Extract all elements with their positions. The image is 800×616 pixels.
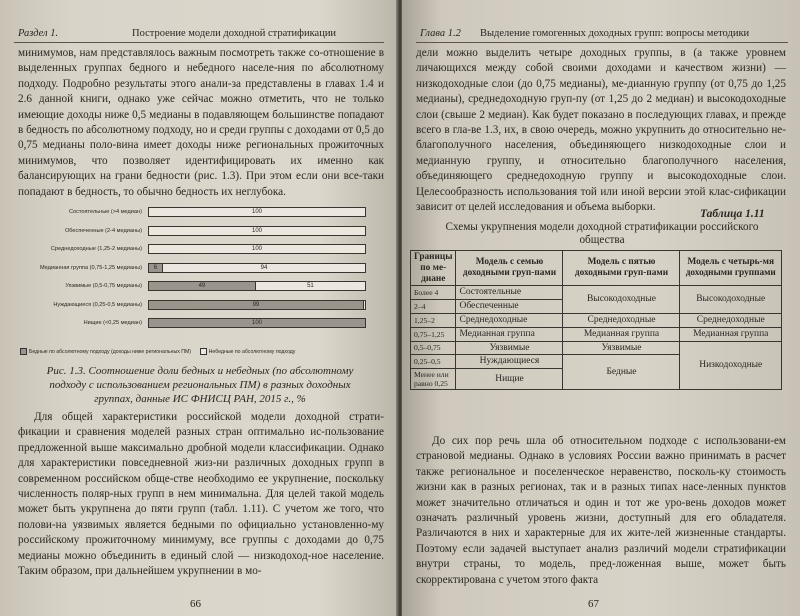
chart-bar	[148, 226, 366, 236]
right-paragraph-1-text: дели можно выделить четыре доходных группы, в (а также уровнем личающихся между собой своими доходами и качеством жизни) — низкодоходные слои (до 0,75 медианы), ме-дианную группу (от 0,75 до 1,25 медианы), среднедоходную груп-пу (от 1,25 до 2 медиан) и высокодоходные слои (свыше 2 медиан). Как будет показано в последующих главах, и прежде всего в гла-ве 1.3, их, в свою очередь, можно укрупнить до относительно не-благополучного населения, объединяющего низкодоходные слои и медианную группу, и относительно благополучного населения, объединяющего среднедоходную группу и высокодоходные слои. Целесообразность использования той или иной версии этой клас-сификации зависит от целей исследования и объема выборки.	[416, 47, 786, 214]
chart-row	[16, 299, 384, 311]
table-cell-bound: 2–4	[411, 300, 456, 314]
chart-legend	[20, 348, 295, 355]
chart-category-label: Медианная группа (0,75-1,25 медианы)	[39, 264, 142, 271]
chart-bar-segment-poor: 100	[149, 319, 365, 327]
table-cell-seven: Уязвимые	[456, 341, 563, 355]
page-number-right: 67	[588, 598, 599, 610]
table-cell-five: Бедные	[563, 355, 680, 390]
table-cell-bound: 0,75–1,25	[411, 327, 456, 341]
table-header-bounds: Границы по ме-диане	[411, 251, 456, 286]
table-cell-bound: 1,25–2	[411, 313, 456, 327]
running-head-chapter: Глава 1.2	[420, 28, 461, 39]
chart-bar	[148, 244, 366, 254]
table-header-four: Модель с четырь-мя доходными группами	[680, 251, 782, 286]
right-paragraph-2-text: До сих пор речь шла об относительном подходе с использовани-ем страновой медианы. Однако в условиях России важно принимать в расчет также региональное и поселенческое неравенство, посколь-ку стоимость жизни как в разных регионах, так и в разных типах насе-ленных пунктов может значительно отличаться и один и тот же уро-вень доходов может означать различный уровень жизни, доступный для его обладателя. Различаются в них и характерные для их жите-лей жизненные стандарты. Поэтому если задачей выступает анализ различий модели стратификации внутри страны, то модель, пред-ложенная выше, может быть скорректирована с учетом этого факта	[416, 435, 786, 586]
chart-row	[16, 262, 384, 274]
table-header-row	[411, 251, 782, 286]
right-paragraph-1	[416, 46, 786, 215]
table-title: Таблица 1.11	[700, 208, 765, 220]
table-header-five: Модель с пятью доходными груп-пами	[563, 251, 680, 286]
table-cell-five: Уязвимые	[563, 341, 680, 355]
chart-bar-segment-poor: 99	[149, 301, 363, 309]
chart-bar	[148, 207, 366, 217]
chart-bar	[148, 318, 366, 328]
left-paragraph-2-text: Для общей характеристики российской модели доходной страти-фикации и сравнения моделей разных стран оптимально ис-пользование предложенной выше максимально дробной модели классификации. Однако для характеристики повседневной жиз-ни различных доходных групп в современном российском обще-стве необходимо ее укрупнение, поскольку численность поляр-ных групп в нем минимальна. Для целей такой модель может быть укрупнена до пяти групп (табл. 1.11). С учетом же того, что полови-на уязвимых является бедными по официально установленно-му российскому прожиточному минимуму, все группы с доходами до 0,75 медианы можно объединить в единый слой — низкодоход-ное население. Таким образом, при дальнейшем укрупнении в мо-	[18, 411, 384, 578]
table-row	[411, 313, 782, 327]
table-cell-five: Высокодоходные	[563, 286, 680, 314]
chart-category-label: Обеспеченные (2-4 медианы)	[64, 227, 142, 234]
table-cell-seven: Медианная группа	[456, 327, 563, 341]
table-row	[411, 327, 782, 341]
chart-bar-segment-nonpoor: 51	[255, 282, 365, 290]
table-heading: Схемы укрупнения модели доходной стратификации российского общества	[445, 221, 759, 246]
running-head-section: Раздел 1.	[18, 28, 59, 39]
legend-swatch-poor	[20, 348, 27, 355]
header-rule-right	[416, 42, 788, 43]
table-cell-bound: 0,25–0,5	[411, 355, 456, 369]
legend-swatch-nonpoor	[200, 348, 207, 355]
table-cell-four: Низкодоходные	[680, 341, 782, 390]
chart-row	[16, 206, 384, 218]
table-cell-five: Медианная группа	[563, 327, 680, 341]
chart-bar	[148, 263, 366, 273]
chart-row	[16, 280, 384, 292]
table-row	[411, 341, 782, 355]
chart-row	[16, 225, 384, 237]
chart-category-label: Среднедоходные (1,25-2 медианы)	[50, 246, 142, 252]
table-cell-seven: Нуждающиеся	[456, 355, 563, 369]
left-paragraph-1-text: минимумов, нам представлялось важным посмотреть также со-отношение в выделенных группах бедного и небедного населе-ния по абсолютному подходу. Подробно результаты этого анали-за представлены в главах 1.4 и 2.6 данной книги, однако уже сейчас можно отметить, что не только имеющие доходы ниже 0,5 медианы в подавляющем большинстве попадают в бедность по абсолютному подходу, но и среди группы с доходами от 0,5 до 0,75 медианы поло-вина имеет доходы ниже региональных прожиточных минимумов, что позволяет идентифицировать их именно как балансирующих на грани бедности (рис. 1.3). При этом если они все-таки попадают в бедность, то обычно бедность их неглубока.	[18, 47, 384, 198]
chart-bar-segment-nonpoor: 100	[149, 245, 365, 253]
legend-label-nonpoor: Небедные по абсолютному подходу	[208, 348, 296, 355]
table-cell-seven: Обеспеченные	[456, 300, 563, 314]
header-rule	[14, 42, 384, 43]
chart-bar-segment-poor: 49	[149, 282, 255, 290]
chart-bar	[148, 300, 366, 310]
left-page	[0, 0, 398, 616]
figure-1-3-chart	[16, 206, 384, 358]
table-row	[411, 286, 782, 300]
chart-category-label: Нуждающиеся (0,25-0,5 медианы)	[53, 301, 142, 308]
chart-row	[16, 317, 384, 329]
table-header-seven: Модель с семью доходными груп-пами	[456, 251, 563, 286]
table-cell-seven: Нищие	[456, 369, 563, 390]
running-head-title: Построение модели доходной стратификации	[132, 28, 337, 39]
running-head-title-right: Выделение гомогенных доходных групп: вопросы методики	[480, 28, 750, 39]
left-paragraph-2	[18, 410, 384, 579]
chart-category-label: Уязвимые (0,5-0,75 медианы)	[65, 283, 142, 289]
page-number-left: 66	[190, 598, 201, 610]
figure-caption: Рис. 1.3. Соотношение доли бедных и небедных (по абсолютному подходу с использованием региональных ПМ) в разных доходных группах, данные ИС ФНИСЦ РАН, 2015 г., %	[46, 365, 354, 405]
chart-bar-segment-nonpoor: 94	[162, 264, 365, 272]
table-cell-bound: Менее или равно 0,25	[411, 369, 456, 390]
table-cell-four: Высокодоходные	[680, 286, 782, 314]
table-cell-four: Медианная группа	[680, 327, 782, 341]
left-paragraph-1	[18, 46, 384, 200]
table-cell-bound: Более 4	[411, 286, 456, 300]
table-cell-seven: Состоятельные	[456, 286, 563, 300]
chart-category-label: Нищие (<0,25 медиан)	[83, 320, 142, 326]
chart-category-label: Состоятельные (>4 медиан)	[68, 209, 142, 215]
legend-label-poor: Бедные по абсолютному подходу (доходы ниже региональных ПМ)	[29, 348, 192, 355]
chart-bar-segment-nonpoor: 100	[149, 208, 365, 216]
chart-bar	[148, 281, 366, 291]
chart-bar-segment-nonpoor	[363, 301, 365, 309]
chart-bar-segment-poor: 6	[149, 264, 162, 272]
table-cell-five: Среднедоходные	[563, 313, 680, 327]
table-cell-four: Среднедоходные	[680, 313, 782, 327]
table-cell-bound: 0,5–0,75	[411, 341, 456, 355]
right-paragraph-2	[416, 434, 786, 588]
table-cell-seven: Среднедоходные	[456, 313, 563, 327]
right-page	[402, 0, 800, 616]
chart-bar-segment-nonpoor: 100	[149, 227, 365, 235]
chart-row	[16, 243, 384, 255]
stratification-table	[410, 250, 782, 390]
